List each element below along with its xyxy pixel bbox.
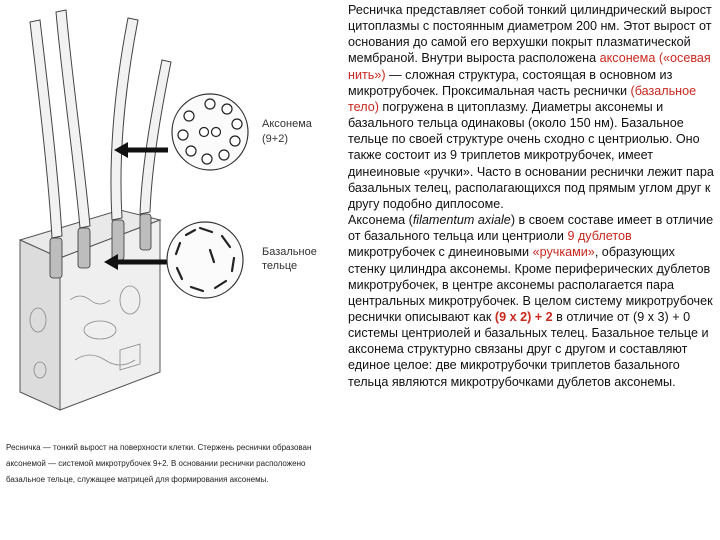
figure-caption: Ресничка — тонкий вырост на поверхности клетки. Стержень реснички образован аксонемой — системой микротрубочек 9+2. В основании реснички расположено базальное тельце, служащее матрицей для формирования аксонемы. (6, 443, 312, 484)
axoneme-cross-section (172, 94, 248, 170)
paragraph-axoneme (348, 212, 716, 390)
basal-body-label: Базальное (262, 246, 317, 258)
basal-body-term: (базальное тело) (348, 83, 697, 114)
text-span: , образующих стенку цилиндра аксонемы. Кроме периферических дублетов микротрубочек, в центре аксонемы располагается пара центральных микротрубочек. В целом систему микротрубочек реснички описывают как (348, 245, 713, 324)
text-span: ) в своем составе имеет в отличие от базального тельца или центриоли (348, 213, 714, 244)
cilium-illustration (0, 0, 340, 420)
basal-body-cross-section (167, 222, 243, 298)
axoneme-formula-label: (9+2) (262, 133, 288, 145)
formula-term: (9 х 2) + 2 (494, 309, 553, 324)
main-text (348, 2, 716, 390)
text-span: погружена в цитоплазму. Диаметры аксонемы и базального тельца одинаковы (около 150 нм). Базальное тельце по своей структуре очень сходно с центриолью. Оно также состоит из 9 триплетов микротрубочек, имеет динеиновые «ручки». Часто в основании реснички лежит пара базальных телец, располагающихся под прямым углом друг к другу подобно диплосоме. (348, 99, 714, 211)
basal-body-label-line2: тельце (262, 260, 298, 272)
text-span: микротрубочек с динеиновыми (348, 245, 533, 260)
cilium-figure (0, 0, 340, 420)
doublets-term: 9 дублетов (567, 229, 632, 244)
paragraph-cilium (348, 2, 716, 212)
text-span: Аксонема ( (348, 213, 413, 228)
text-span: Ресничка представляет собой тонкий цилиндрический вырост цитоплазмы с постоянным диаметром 200 нм. Этот вырост от основания до самой его верхушки покрыт плазматической мембраной. Внутри выроста расположена (348, 3, 712, 66)
axoneme-label: Аксонема (262, 118, 312, 130)
cilia (30, 10, 171, 238)
text-span: в отличие от (9 х 3) + 0 системы центриолей и базальных телец. Базальное тельце и аксонема структурно связаны друг с другом и составляют единое целое: две микротрубочки триплетов базального тельца являются микротрубочками дублетов аксонемы. (348, 309, 709, 389)
axoneme-term: аксонема («осевая нить») (348, 51, 711, 82)
handles-term: «ручками» (532, 245, 595, 260)
text-span: — сложная структура, состоящая в основном из микротрубочек. Проксимальная часть реснички (348, 67, 673, 98)
latin-term: filamentum axiale (412, 213, 511, 228)
